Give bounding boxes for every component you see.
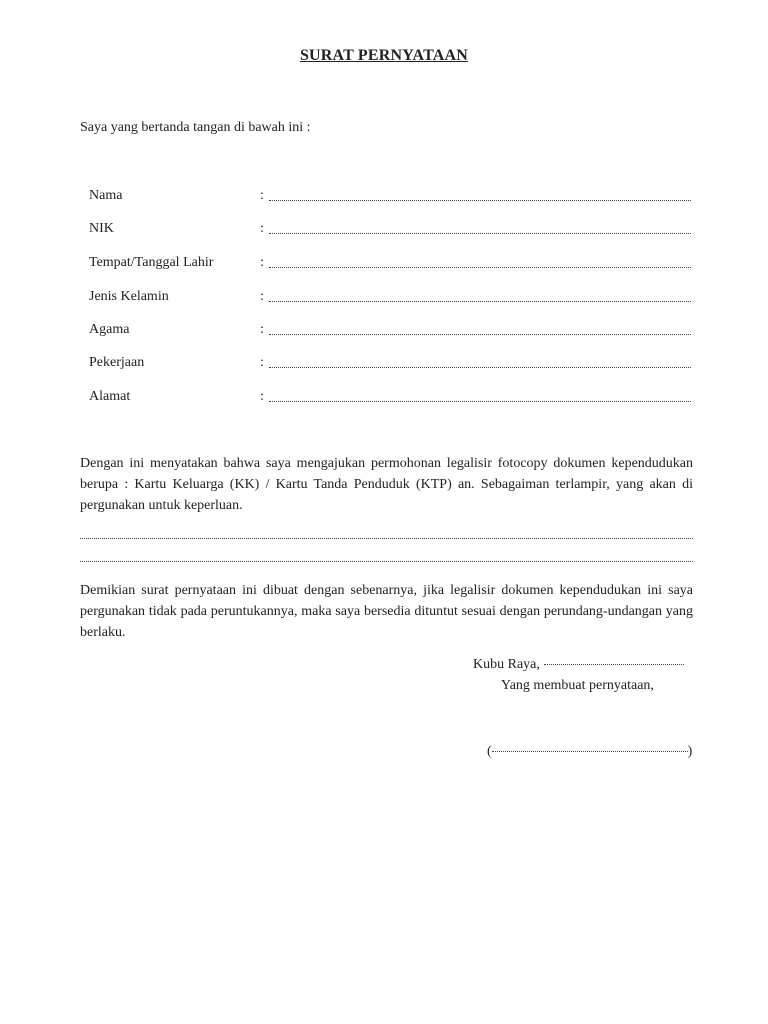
maker-label: Yang membuat pernyataan, (501, 678, 654, 693)
field-label: NIK (89, 221, 114, 236)
purpose-fill-line[interactable] (80, 538, 693, 539)
document-title: SURAT PERNYATAAN (299, 47, 469, 64)
field-fill-line[interactable] (269, 267, 691, 268)
place-date-line (473, 657, 684, 673)
signature-fill-line[interactable] (492, 751, 688, 752)
field-tempat-tanggal-lahir[interactable] (89, 255, 694, 273)
field-fill-line[interactable] (269, 367, 691, 368)
field-colon: : (260, 322, 264, 337)
intro-text: Saya yang bertanda tangan di bawah ini : (80, 120, 311, 135)
field-fill-line[interactable] (269, 301, 691, 302)
field-label: Tempat/Tanggal Lahir (89, 255, 214, 270)
field-label: Nama (89, 188, 123, 203)
field-colon: : (260, 255, 264, 270)
field-colon: : (260, 355, 264, 370)
signature-open-paren: ( (487, 744, 492, 759)
closing-paragraph: Demikian surat pernyataan ini dibuat dengan sebenarnya, jika legalisir dokumen kependudukan ini saya pergunakan tidak pada peruntukannya, maka saya bersedia dituntut sesuai dengan perundang-undangan yang berlaku. (80, 583, 693, 640)
field-fill-line[interactable] (269, 200, 691, 201)
signature-line[interactable] (487, 744, 692, 760)
field-jenis-kelamin[interactable] (89, 289, 694, 307)
field-nama[interactable] (89, 188, 694, 206)
field-colon: : (260, 289, 264, 304)
statement-paragraph: Dengan ini menyatakan bahwa saya mengajukan permohonan legalisir fotocopy dokumen kependudukan berupa : Kartu Keluarga (KK) / Kartu Tanda Penduduk (KTP) an. Sebagaiman terlampir, yang akan di pergunakan untuk keperluan. (80, 456, 693, 513)
field-label: Pekerjaan (89, 355, 145, 370)
field-colon: : (260, 221, 264, 236)
date-fill-line[interactable] (544, 664, 684, 665)
field-label: Alamat (89, 389, 131, 404)
signature-close-paren: ) (687, 744, 693, 759)
field-alamat[interactable] (89, 389, 694, 407)
field-fill-line[interactable] (269, 401, 691, 402)
purpose-fill-line[interactable] (80, 561, 693, 562)
field-fill-line[interactable] (269, 334, 691, 335)
field-agama[interactable] (89, 322, 694, 340)
field-nik[interactable] (89, 221, 694, 239)
field-colon: : (260, 389, 264, 404)
place-label: Kubu Raya, (473, 657, 540, 672)
field-colon: : (260, 188, 264, 203)
field-label: Jenis Kelamin (89, 289, 169, 304)
field-fill-line[interactable] (269, 233, 691, 234)
field-label: Agama (89, 322, 130, 337)
field-pekerjaan[interactable] (89, 355, 694, 373)
